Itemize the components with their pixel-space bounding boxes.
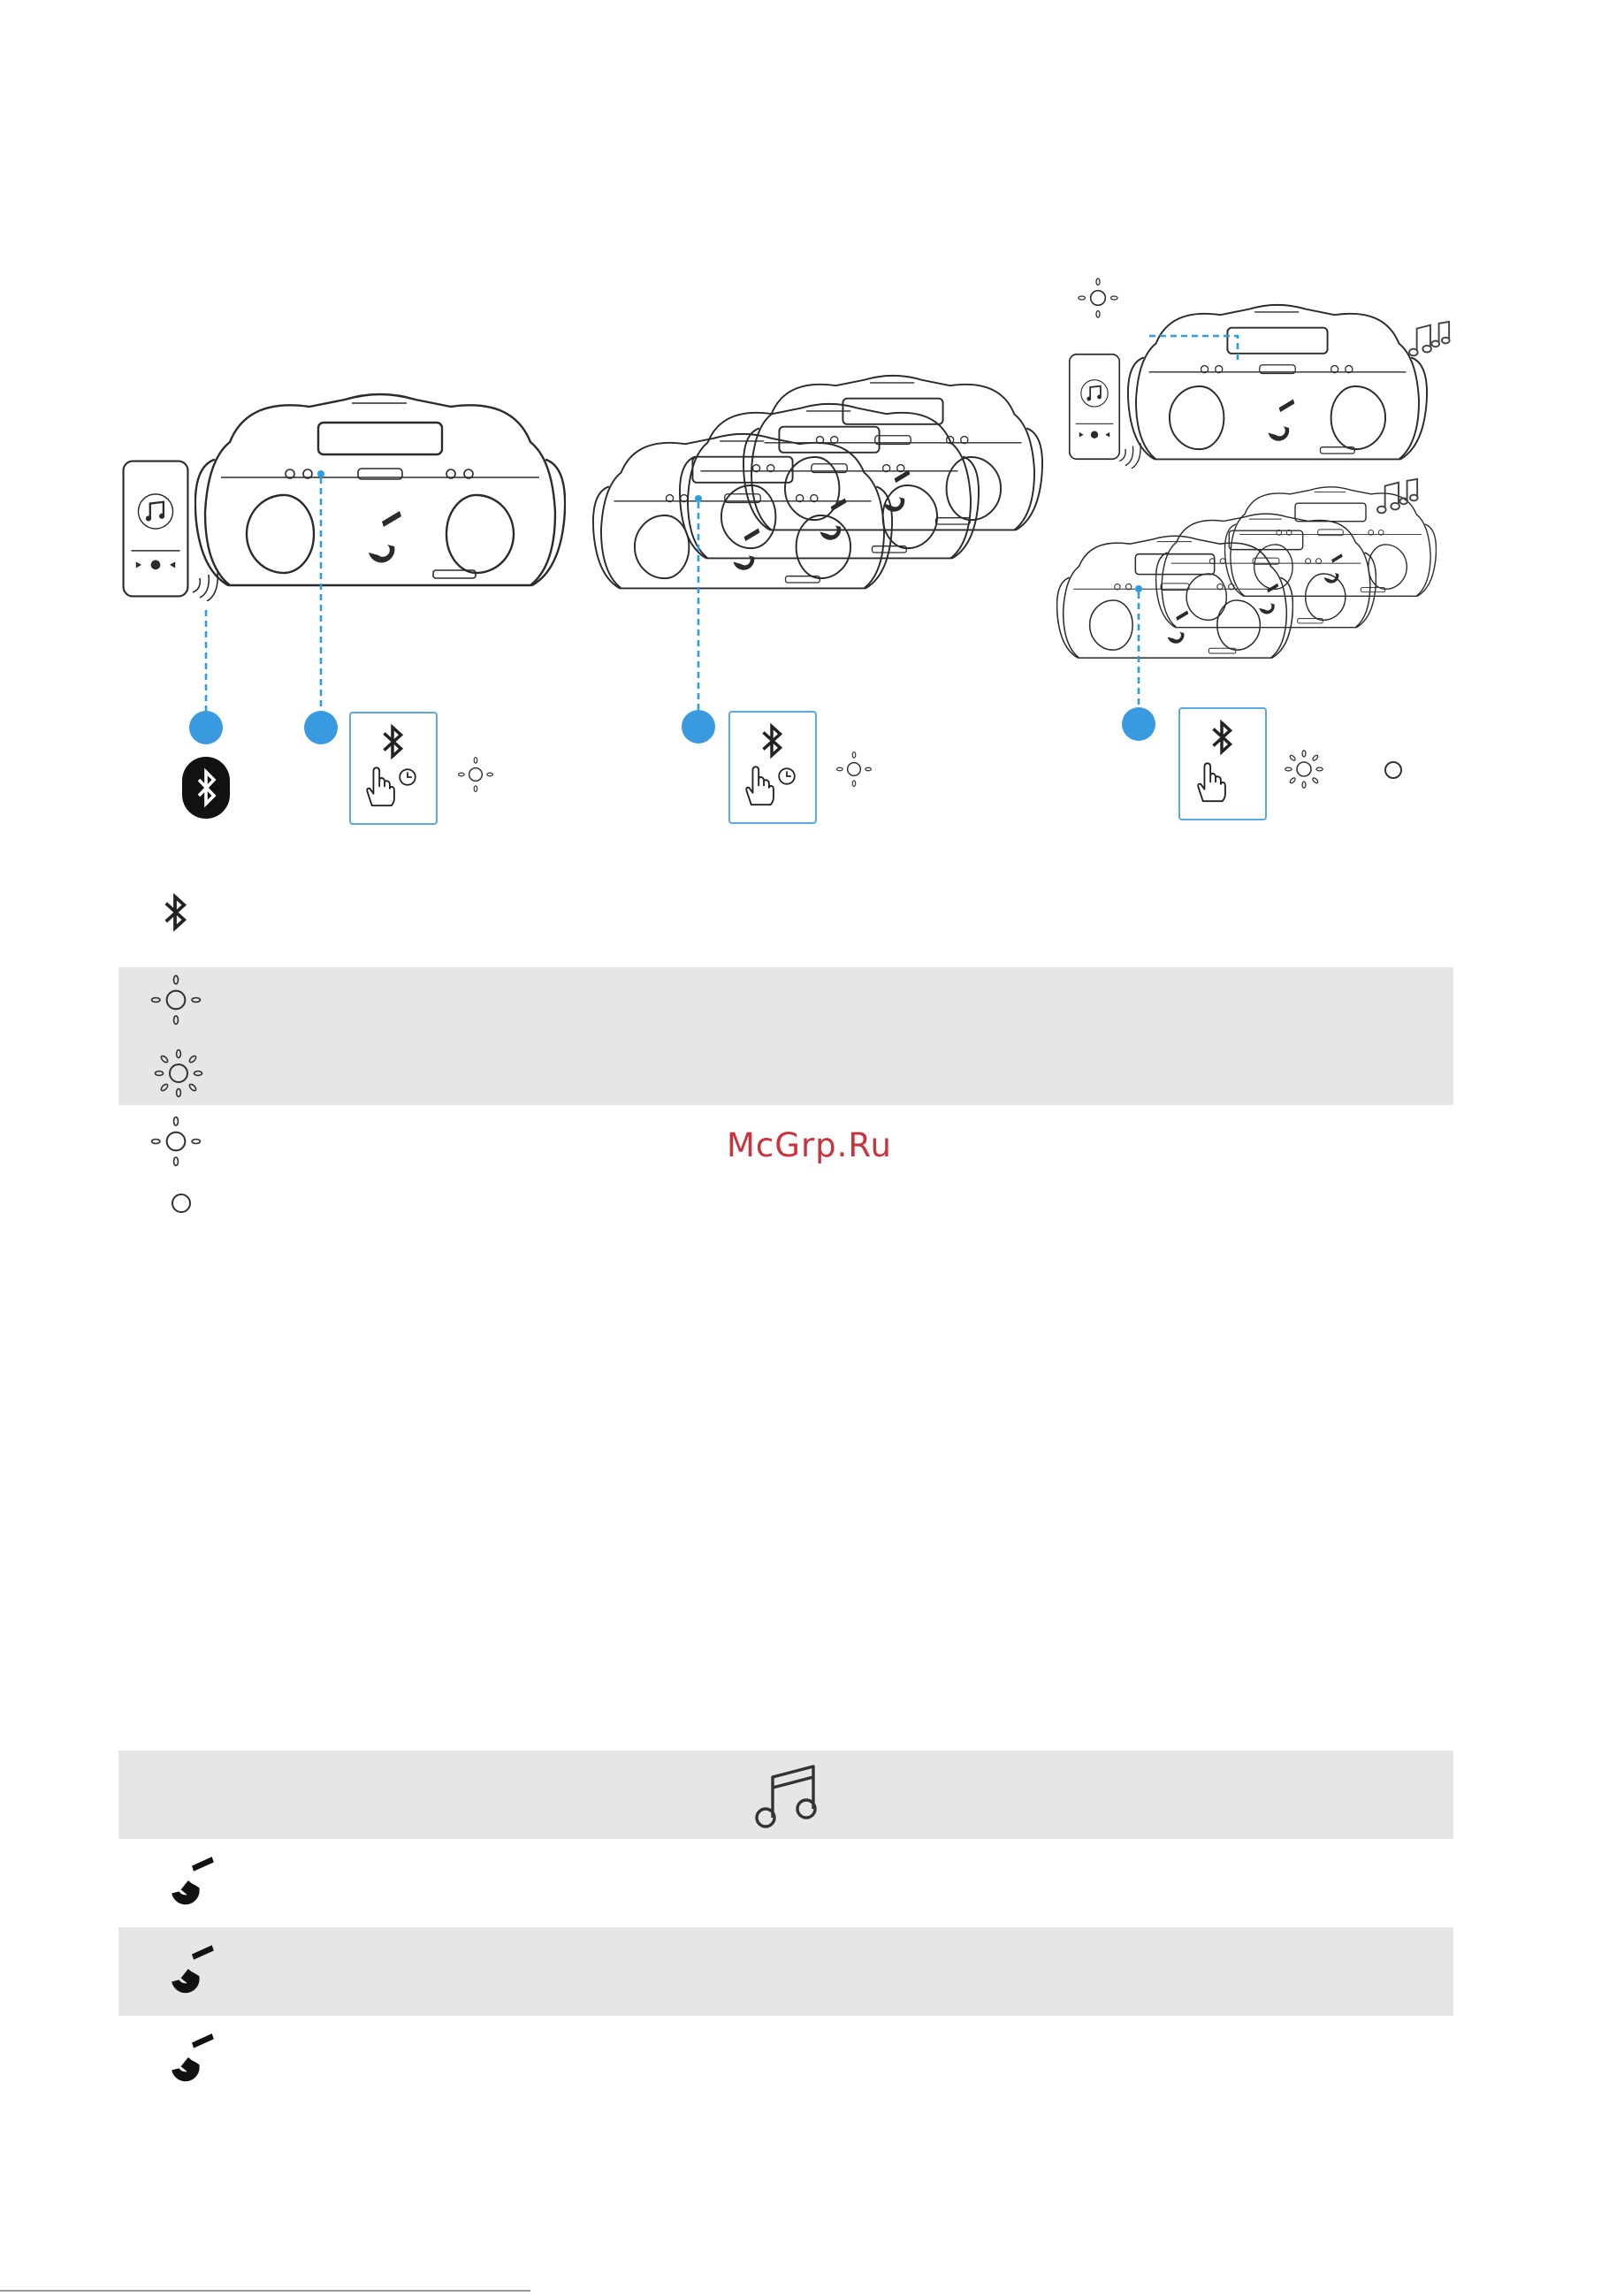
- soundcore-logo-icon: [164, 1853, 219, 1908]
- led-steady-icon: [149, 1114, 203, 1169]
- led-off-icon: [171, 1193, 192, 1214]
- led-flash-fast-icon: [152, 1047, 205, 1100]
- press-box: [1178, 707, 1267, 820]
- mode-table: [0, 1751, 1624, 2104]
- page-bottom-edge: [0, 2290, 530, 2292]
- bluetooth-badge-icon: [182, 757, 230, 819]
- led-blinking-icon: [1283, 748, 1325, 790]
- step-marker-4: [1122, 707, 1155, 741]
- led-flash-slow-icon: [149, 973, 203, 1027]
- hand-press-icon: [741, 764, 778, 810]
- bluetooth-icon: [163, 891, 187, 934]
- callout-lines: [583, 362, 1061, 831]
- led-flashing-icon: [835, 750, 873, 789]
- step-marker-1: [189, 711, 223, 744]
- hand-press-icon: [1193, 760, 1230, 806]
- mode-row-shaded: [118, 1927, 1453, 2016]
- panel-party-play: [1056, 265, 1472, 831]
- clock-icon: [397, 767, 418, 788]
- panel-party-stack: [583, 362, 1061, 831]
- clock-icon: [776, 766, 797, 787]
- status-table: [0, 875, 1624, 1229]
- press-hold-box: [349, 712, 438, 825]
- panel-pair-with-phone: [115, 389, 583, 831]
- press-hold-box: [728, 711, 817, 824]
- led-off-icon: [1384, 760, 1403, 780]
- soundcore-logo-icon: [164, 1941, 219, 1996]
- step-marker-2: [304, 711, 338, 744]
- bluetooth-icon: [381, 722, 404, 761]
- led-flashing-icon: [456, 755, 495, 794]
- hand-press-icon: [362, 765, 399, 811]
- watermark-text: McGrp.Ru: [727, 1126, 892, 1164]
- bluetooth-icon: [760, 721, 783, 760]
- bluetooth-icon: [1210, 718, 1233, 757]
- music-note-icon: [753, 1761, 820, 1830]
- soundcore-logo-icon: [164, 2030, 219, 2085]
- status-row-shaded: [118, 967, 1453, 1105]
- step-marker-3: [682, 710, 715, 744]
